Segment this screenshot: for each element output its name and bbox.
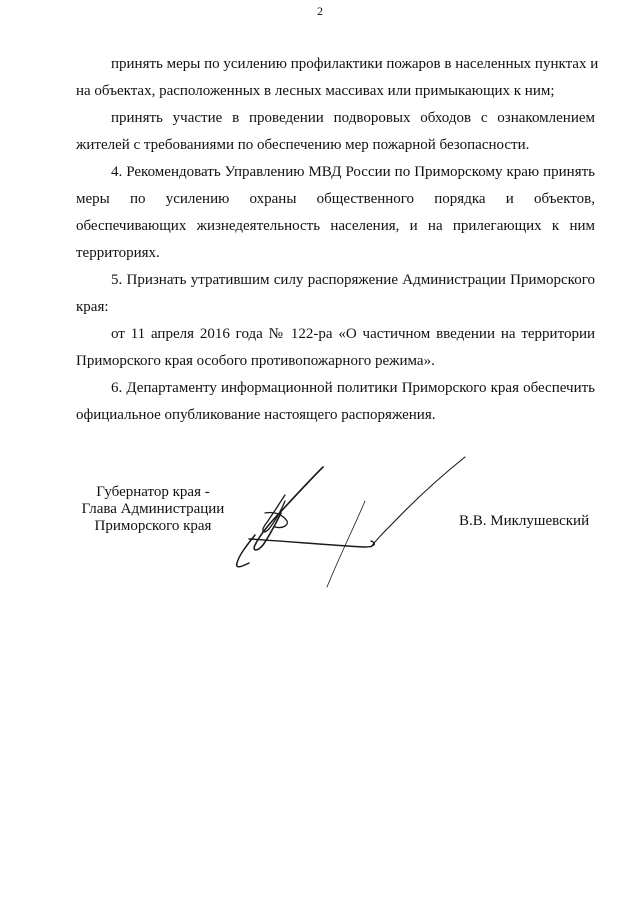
paragraph-line: официальное опубликование настоящего распоряжения. [76, 407, 436, 423]
paragraph-line: принять участие в проведении подворовых обходов с ознакомлением [111, 110, 595, 126]
paragraph-line: обеспечивающих жизнедеятельность населения, и на прилегающих к ним [76, 218, 595, 234]
signatory-title-line: Глава Администрации [81, 501, 225, 517]
signatory-title-line: Приморского края [94, 518, 212, 534]
signatory-title-line: Губернатор края - [96, 484, 210, 500]
paragraph-line: 5. Признать утратившим силу распоряжение Администрации Приморского [111, 272, 595, 288]
paragraph-line: от 11 апреля 2016 года № 122-ра «О частичном введении на территории [111, 326, 595, 342]
signatory-name: В.В. Миклушевский [459, 513, 590, 529]
paragraph-line: меры по усилению охраны общественного порядка и объектов, [76, 191, 595, 207]
paragraph-line: на объектах, расположенных в лесных массивах или примыкающих к ним; [76, 83, 555, 99]
paragraph-line: территориях. [76, 245, 160, 261]
page-number: 2 [317, 4, 323, 18]
paragraph-line: Приморского края особого противопожарного режима». [76, 353, 435, 369]
paragraph-line: 4. Рекомендовать Управлению МВД России по Приморскому краю принять [111, 164, 595, 180]
paragraph-line: принять меры по усилению профилактики пожаров в населенных пунктах и [111, 56, 599, 72]
paragraph-line: жителей с требованиями по обеспечению мер пожарной безопасности. [76, 137, 530, 153]
paragraph-line: края: [76, 299, 109, 315]
paragraph-line: 6. Департаменту информационной политики Приморского края обеспечить [111, 380, 595, 396]
handwritten-signature [225, 455, 475, 605]
